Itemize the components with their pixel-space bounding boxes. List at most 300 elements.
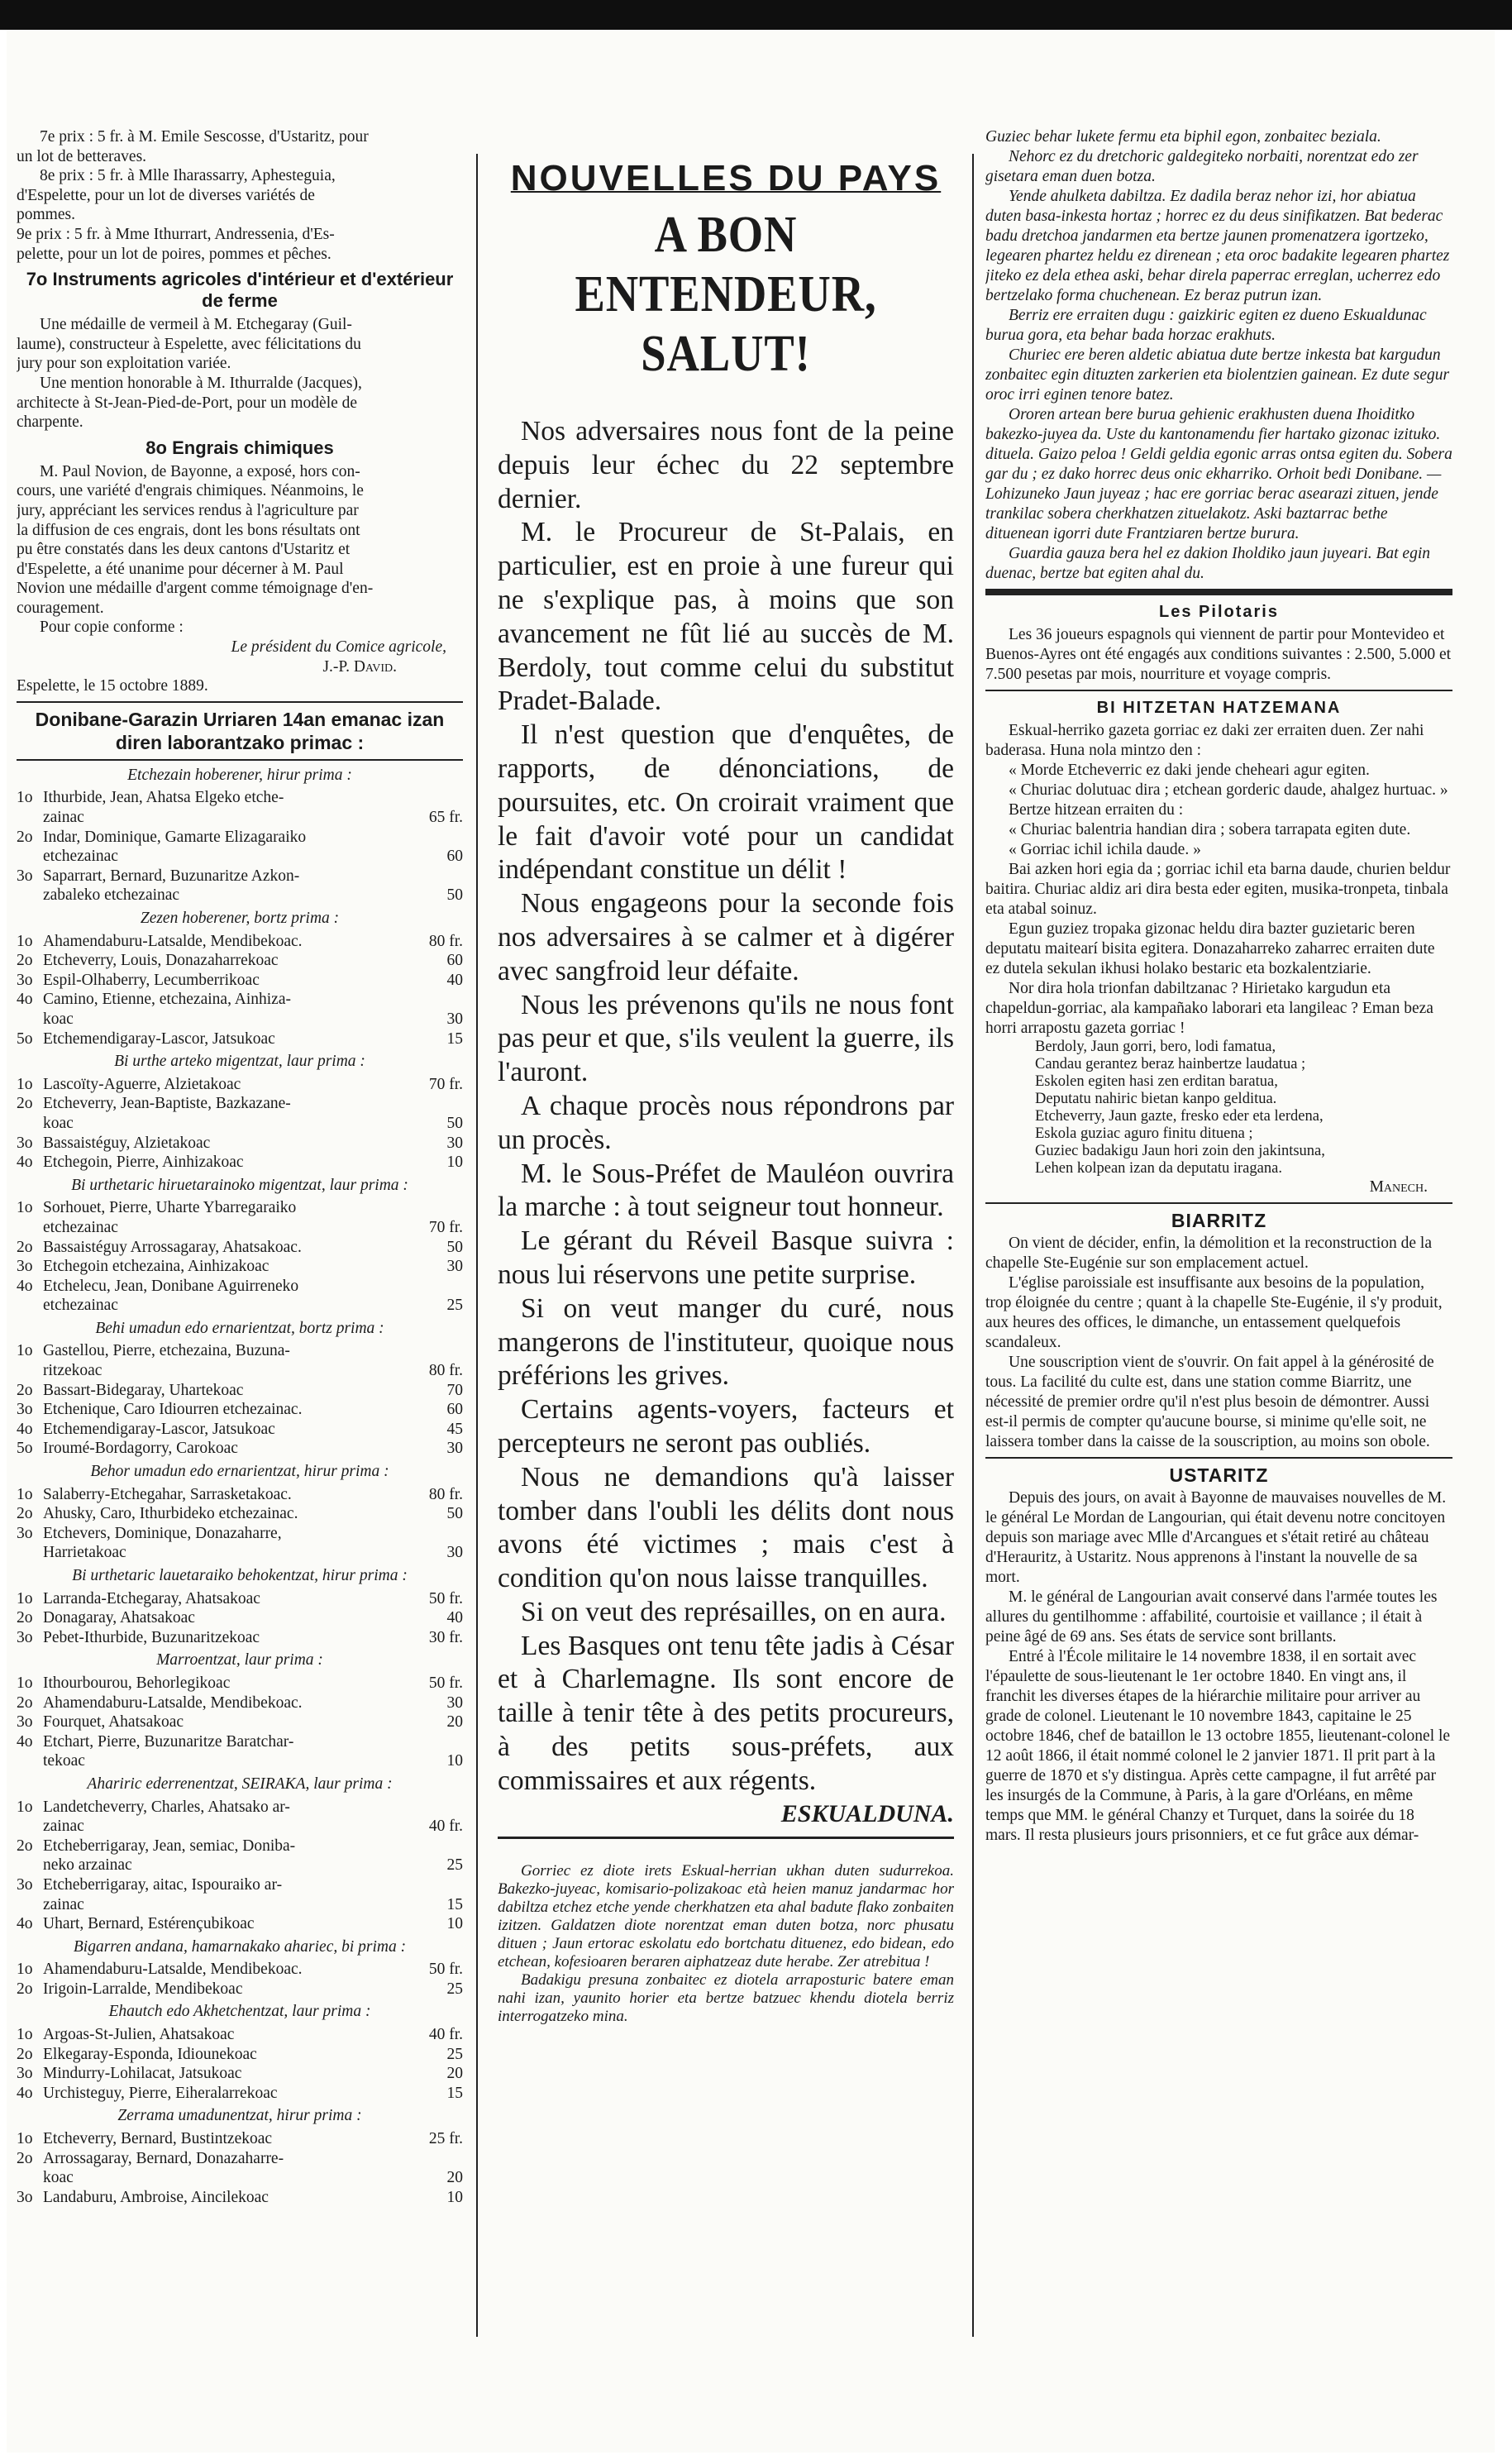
entry-text: Iroumé-Bordagorry, Carokoac xyxy=(43,1440,238,1458)
prize-entry xyxy=(17,1798,463,1818)
prize-entry xyxy=(17,1504,463,1524)
entry-amount: 25 xyxy=(446,2045,463,2063)
entry-text: Camino, Etienne, etchezaina, Ainhiza- xyxy=(43,991,291,1009)
prize-entry xyxy=(17,1134,463,1154)
entry-rank: 5o xyxy=(17,1029,33,1048)
prize-group-title: Behi umadun edo ernarientzat, bortz prima : xyxy=(95,1319,384,1337)
article-paragraph: Si on veut des représailles, on en aura. xyxy=(521,1596,947,1627)
prize-entry xyxy=(17,2045,463,2065)
prize-group-title: Marroentzat, laur prima : xyxy=(156,1651,323,1669)
entry-rank: 1o xyxy=(17,1075,33,1093)
prize-entry xyxy=(17,1914,463,1934)
entry-amount xyxy=(405,1875,463,1895)
article-paragraph: Le gérant du Réveil Basque suivra : nous lui réservons une petite surprise. xyxy=(498,1225,954,1290)
entry-text: Urchisteguy, Pierre, Eiheralarrekoac xyxy=(43,2084,278,2102)
column-rule xyxy=(476,154,478,2337)
entry-text: zainac xyxy=(43,809,84,827)
text-line: architecte à St-Jean-Pied-de-Port, pour un modèle de xyxy=(17,394,358,412)
prize-entry xyxy=(17,788,463,808)
text-line: jury, appréciant les services rendus à l'agriculture par xyxy=(17,501,359,519)
entry-rank: 3o xyxy=(17,1524,33,1542)
entry-text: Etchemendigaray-Lascor, Jatsukoac xyxy=(43,1420,275,1438)
entry-amount: 10 xyxy=(446,1752,463,1770)
verse-line: Eskolen egiten hasi zen erditan baratua, xyxy=(1035,1073,1278,1090)
entry-text: Bassart-Bidegaray, Uhartekoac xyxy=(43,1381,244,1399)
divider xyxy=(17,759,463,761)
entry-text: Uhart, Bernard, Estérençubikoac xyxy=(43,1915,255,1933)
column-rule xyxy=(972,154,974,2337)
text-line: 9e prix : 5 fr. à Mme Ithurrart, Andressenia, d'Es- xyxy=(17,225,335,243)
section8-title: 8o Engrais chimiques xyxy=(145,437,334,458)
entry-amount: 80 fr. xyxy=(428,932,463,950)
entry-text: Saparrart, Bernard, Buzunaritze Azkon- xyxy=(43,867,300,885)
entry-amount: 80 fr. xyxy=(428,1362,463,1380)
biarritz-paragraph: On vient de décider, enfin, la démolition et la reconstruction de la chapelle Ste-Eugénie sur son emplacement actuel. xyxy=(985,1235,1432,1272)
entry-amount xyxy=(405,867,463,886)
ustaritz-paragraph: Depuis des jours, on avait à Bayonne de mauvaises nouvelles de M. le général Le Mordan de Langourian, qui était devenu notre concitoyen depuis son mariage avec Mlle d'Arcangues et s'était retiré au château d'Herauritz, à Ustaritz. Nous apprenons à l'instant la nouvelle de sa mort. xyxy=(985,1489,1447,1586)
entry-text: Etchart, Pierre, Buzunaritze Baratchar- xyxy=(43,1732,294,1751)
entry-amount: 30 fr. xyxy=(428,1628,463,1646)
entry-amount xyxy=(405,1524,463,1544)
basque-paragraph: Guardia gauza bera hel ez dakion Iholdiko jaun juyeari. Bat egin duenac, bertze bat egiten ahal du. xyxy=(985,545,1430,582)
entry-text: Etchelecu, Jean, Donibane Aguirreneko xyxy=(43,1277,299,1295)
hitzetan-paragraph: Nor dira hola trionfan dabiltzanac ? Hirietako kargudun eta chapeldun-gorriac, ala kampañako laborari eta langileac ? Eman beza horri arrapostu gazeta gorriac ! xyxy=(985,980,1433,1037)
text-line: d'Espelette, pour un lot de diverses variétés de xyxy=(17,186,315,204)
entry-text: Fourquet, Ahatsakoac xyxy=(43,1713,184,1732)
article-paragraph: Les Basques ont tenu tête jadis à César et à Charlemagne. Ils sont encore de taille à tenir tête à des petits procureurs, à des petits sous-préfets, aux commissaires et aux régents. xyxy=(498,1630,954,1796)
hitzetan-paragraph: Bai azken hori egia da ; gorriac ichil eta barna daude, churien beldur baitira. Churiac aldiz ari dira besta eder egiten, musika-tronpeta, tinbala eta atabal soinuz. xyxy=(985,861,1451,918)
prize-entry xyxy=(17,1543,463,1563)
article-paragraph: M. le Sous-Préfet de Mauléon ouvrira la marche : à tout seigneur tout honneur. xyxy=(498,1158,954,1223)
hitzetan-paragraph: Egun guziez tropaka gizonac heldu dira bazter guzietaric beren deputatu maitearí bisita egitera. Donazaharreko zaharrec erraiten dute ez dutela sekulan ikhusi holako bestaric eta bozkalentziarie. xyxy=(985,920,1435,977)
prize-entry xyxy=(17,2168,463,2188)
prize-entry xyxy=(17,1198,463,1218)
entry-text: Harrietakoac xyxy=(43,1544,126,1562)
prize-entry xyxy=(17,808,463,828)
prize-entry xyxy=(17,2084,463,2104)
entry-text: Etcheberrigaray, aitac, Ispouraiko ar- xyxy=(43,1875,283,1894)
entry-text: Pebet-Ithurbide, Buzunaritzekoac xyxy=(43,1628,260,1646)
basque-article xyxy=(498,1862,954,2026)
basque-paragraph: Gorriec ez diote irets Eskual-herrian ukhan duten sudurrekoa. Bakezko-juyeac, komisario-polizakoac età heien manuz jandarmac hor dabiltza etchez etche yende cherkhatzen eta ahal badute flako zonbaiten izitzen. Galdatzen diote norentzat eman duten botza, norc phusatu dituen ; Jaun ertorac eskolatu edo bortchatu dituenez, edo bidean, edo etchean, kofesioaren beraren aiphatzeaz dute herabe. Zer atrebitua ! xyxy=(498,1861,954,1970)
hitzetan-title: BI HITZETAN HATZEMANA xyxy=(1096,699,1342,717)
entry-text: ritzekoac xyxy=(43,1362,103,1380)
text-line: jury pour son exploitation variée. xyxy=(17,355,231,373)
entry-rank: 3o xyxy=(17,1875,33,1894)
entry-amount xyxy=(405,828,463,848)
newspaper-page xyxy=(7,30,1495,2453)
entry-text: Irigoin-Larralde, Mendibekoac xyxy=(43,1980,243,1998)
prize-entry xyxy=(17,1381,463,1401)
entry-rank: 4o xyxy=(17,991,33,1009)
entry-rank: 2o xyxy=(17,1609,33,1627)
verse-line: Eskola guziac aguro finitu dituena ; xyxy=(1035,1125,1253,1142)
entry-text: Etcheverry, Jean-Baptiste, Bazkazane- xyxy=(43,1095,291,1113)
entry-text: Elkegaray-Esponda, Idiounekoac xyxy=(43,2045,257,2063)
entry-text: Bassaistéguy Arrossagaray, Ahatsakoac. xyxy=(43,1238,302,1256)
entry-amount: 60 xyxy=(446,848,463,866)
entry-rank: 1o xyxy=(17,1674,33,1692)
entry-text: Larranda-Etchegaray, Ahatsakoac xyxy=(43,1589,260,1607)
hitzetan-paragraph: « Morde Etcheverric ez daki jende cheheari agur egiten. xyxy=(1009,762,1370,779)
article-paragraph: A chaque procès nous répondrons par un procès. xyxy=(498,1090,954,1155)
entry-rank: 4o xyxy=(17,1915,33,1933)
entry-text: Ithourbourou, Behorlegikoac xyxy=(43,1674,231,1692)
text-line: couragement. xyxy=(17,599,104,617)
text-line: charpente. xyxy=(17,413,83,432)
text-line: pelette, pour un lot de poires, pommes et pêches. xyxy=(17,245,331,263)
article-paragraph: Certains agents-voyers, facteurs et percepteurs ne seront pas oubliés. xyxy=(498,1394,954,1459)
entry-amount: 40 fr. xyxy=(428,2026,463,2044)
entry-text: Etcheverry, Louis, Donazaharrekoac xyxy=(43,952,279,970)
section7-body xyxy=(17,315,463,432)
hitzetan-paragraph: « Gorriac ichil ichila daude. » xyxy=(1009,841,1201,858)
article-paragraph: Il n'est question que d'enquêtes, de rapports, de dénonciations, de poursuites, etc. On croirait vraiment que le fait d'avoir voté pour un candidat indépendant constitue un délit ! xyxy=(498,719,954,886)
pilotaris-title: Les Pilotaris xyxy=(1159,603,1279,621)
entry-amount: 40 xyxy=(446,971,463,989)
entry-text: koac xyxy=(43,2169,74,2187)
prize-entry xyxy=(17,1153,463,1173)
prize-entry xyxy=(17,1837,463,1856)
prize-group-title: Behor umadun edo ernarientzat, hirur prima : xyxy=(90,1463,389,1481)
prize-group-title: Ehautch edo Akhetchentzat, laur prima : xyxy=(108,2003,371,2021)
entry-text: Salaberry-Etchegahar, Sarrasketakoac. xyxy=(43,1485,292,1503)
prize-entry xyxy=(17,1257,463,1277)
entry-amount: 20 xyxy=(446,2065,463,2083)
verse-line: Berdoly, Jaun gorri, bero, lodi famatua, xyxy=(1035,1039,1276,1055)
entry-rank: 1o xyxy=(17,1589,33,1607)
entry-rank: 2o xyxy=(17,2045,33,2063)
prize-entry xyxy=(17,1980,463,1999)
prize-entry xyxy=(17,847,463,867)
entry-rank: 4o xyxy=(17,1420,33,1438)
entry-text: neko arzainac xyxy=(43,1856,132,1875)
entry-amount: 50 fr. xyxy=(428,1674,463,1692)
entry-amount: 60 xyxy=(446,952,463,970)
entry-amount xyxy=(405,1341,463,1361)
entry-text: Espil-Olhaberry, Lecumberrikoac xyxy=(43,971,260,989)
entry-rank: 2o xyxy=(17,1980,33,1998)
entry-amount: 65 fr. xyxy=(428,809,463,827)
prize-entry xyxy=(17,1114,463,1134)
scan-top-border xyxy=(0,0,1512,30)
poem-signature: Manech. xyxy=(1369,1178,1428,1196)
prize-group-title: Ahariric ederrenentzat, SEIRAKA, laur prima : xyxy=(87,1775,393,1793)
basque-paragraph: Berriz ere erraiten dugu : gaizkiric egiten ez dueno Eskualdunac burua gora, eta behar bada horzac erakhuts. xyxy=(985,307,1427,344)
section8-body xyxy=(17,462,463,619)
text-line: Une médaille de vermeil à M. Etchegaray (Guil- xyxy=(40,316,352,334)
entry-amount xyxy=(405,1798,463,1818)
biarritz-title: BIARRITZ xyxy=(1171,1210,1267,1231)
entry-rank: 1o xyxy=(17,2026,33,2044)
entry-text: Ithurbide, Jean, Ahatsa Elgeko etche- xyxy=(43,789,284,807)
prize-group-title: Bi urthe arteko migentzat, laur prima : xyxy=(114,1053,365,1071)
basque-continued xyxy=(985,127,1452,584)
ustaritz-title: USTARITZ xyxy=(1169,1464,1269,1486)
entry-rank: 3o xyxy=(17,1628,33,1646)
entry-rank: 1o xyxy=(17,1961,33,1979)
prize-entry xyxy=(17,1524,463,1544)
entry-amount: 60 xyxy=(446,1401,463,1419)
entry-rank: 2o xyxy=(17,2149,33,2167)
prize-entry xyxy=(17,1296,463,1316)
entry-amount: 30 xyxy=(446,1544,463,1562)
hitzetan-paragraph: Eskual-herriko gazeta gorriac ez daki zer erraiten duen. Zer nahi baderasa. Huna nola mintzo den : xyxy=(985,722,1424,759)
entry-text: Etcheverry, Bernard, Bustintzekoac xyxy=(43,2130,273,2148)
article-paragraph: Nous engageons pour la seconde fois nos adversaires à se calmer et à digérer avec sangfroid leur défaite. xyxy=(498,888,954,986)
signature-title: Le président du Comice agricole, xyxy=(231,638,446,657)
basque-paragraph: Ororen artean bere burua gehienic erakhusten duena Ihoiditko bakezko-juyea da. Uste du kantonamendu fier hartako gizonac izituko. dituela. Gaizo peloa ! Geldi geldia egonic arras ontsa egiten du. Sobera gar du ; ez dako horrec deus onic ekharriko. Orhoit bedi Donibane. — Lohizuneko Jaun juyeaz ; hac ere gorriac berac asearazi zituen, jende trankilac sobera cherkhatzen zituelakotz. Aski baztarrac bethe dituenean igorri dute Frantziaren bertze burura. xyxy=(985,406,1452,542)
prize-entry xyxy=(17,2129,463,2149)
divider xyxy=(498,1837,954,1839)
prize-list xyxy=(17,127,463,264)
entry-amount: 20 xyxy=(446,2169,463,2187)
prize-entry xyxy=(17,1875,463,1895)
prize-group-title: Etchezain hoberener, hirur prima : xyxy=(127,766,352,784)
entry-text: etchezainac xyxy=(43,1297,118,1315)
entry-text: Indar, Dominique, Gamarte Elizagaraiko xyxy=(43,828,307,846)
entry-rank: 3o xyxy=(17,2188,33,2206)
entry-amount xyxy=(405,1277,463,1297)
hitzetan-paragraph: « Churiac balentria handian dira ; sobera tarrapata egiten dute. xyxy=(1009,821,1411,838)
entry-text: Etchegoin, Pierre, Ainhizakoac xyxy=(43,1154,244,1172)
article-paragraph: Nous les prévenons qu'ils ne nous font pas peur et que, s'ils veulent la guerre, ils l'auront. xyxy=(498,989,954,1088)
entry-amount: 80 fr. xyxy=(428,1485,463,1503)
entry-text: Etchenique, Caro Idiourren etchezainac. xyxy=(43,1401,303,1419)
article-paragraph: Si on veut manger du curé, nous mangerons de l'instituteur, quoique nous préférions les grives. xyxy=(498,1292,954,1392)
prize-entry xyxy=(17,1608,463,1628)
prize-entry xyxy=(17,1010,463,1029)
headline-banner: A BON ENTENDEUR, SALUT! xyxy=(575,207,877,382)
prize-entry xyxy=(17,1712,463,1732)
pilotaris-text: Les 36 joueurs espagnols qui viennent de partir pour Montevideo et Buenos-Ayres ont été engagés aux conditions suivantes : 2.500, 5.000 et 7.500 pesetas par mois, nourriture et voyage compris. xyxy=(985,626,1452,683)
entry-text: Etchevers, Dominique, Donazaharre, xyxy=(43,1524,282,1542)
entry-text: zabaleko etchezainac xyxy=(43,886,180,905)
biarritz-body xyxy=(985,1234,1452,1452)
text-line: cours, une variété d'engrais chimiques. Néanmoins, le xyxy=(17,482,364,500)
prize-entry xyxy=(17,1420,463,1440)
entry-amount xyxy=(405,1094,463,1114)
pour-copie: Pour copie conforme : xyxy=(40,619,184,637)
divider xyxy=(985,690,1452,691)
entry-amount xyxy=(405,1198,463,1218)
basque-paragraph: Badakigu presuna zonbaitec ez diotela arraposturic batere eman nahi izan, yaunito horier eta bertze batzuec khendu diotela berriz interrogatzeko mina. xyxy=(498,1970,954,2025)
entry-amount: 50 xyxy=(446,1238,463,1256)
prize-entry xyxy=(17,1029,463,1049)
prize-entry xyxy=(17,1341,463,1361)
verse-line: Candau gerantez beraz hainbertze laudatua ; xyxy=(1035,1056,1306,1072)
entry-amount: 30 xyxy=(446,1010,463,1028)
prize-entry xyxy=(17,1817,463,1837)
article-paragraph: Nous ne demandions qu'à laisser tomber dans l'oubli les délits dont nous avons été victimes ; mais c'est à condition qu'on nous laisse tranquilles. xyxy=(498,1461,954,1594)
prize-entry xyxy=(17,1439,463,1459)
ustaritz-paragraph: Entré à l'École militaire le 14 novembre 1838, il en sortait avec l'épaulette de sous-lieutenant le 1er octobre 1840. En vingt ans, il franchit les diverses étapes de la hiérarchie militaire pour arriver au grade de colonel. Lieutenant le 10 novembre 1843, capitaine le 25 octobre 1846, chef de bataillon le 13 octobre 1855, lieutenant-colonel le 12 août 1866, il était nommé colonel le 2 janvier 1871. Il prit part à la guerre de 1870 et s'y distingua. Après cette campagne, il fut arrêté par les insurgés de la Commune, à Paris, à la gare d'Orléans, en même temps que MM. le général Chanzy et Turquet, dans la soirée du 18 mars. Il resta plusieurs jours prisonniers, et ce fut grâce aux démar- xyxy=(985,1648,1451,1844)
entry-rank: 3o xyxy=(17,1401,33,1419)
entry-amount: 10 xyxy=(446,2188,463,2206)
prize-entry xyxy=(17,971,463,991)
ustaritz-paragraph: M. le général de Langourian avait conservé dans l'armée toutes les allures du gentilhomme : affabilité, courtoisie et vaillance ; il était à peine âgé de 69 ans. Ses états de service sont brillants. xyxy=(985,1588,1438,1646)
entry-text: Argoas-St-Julien, Ahatsakoac xyxy=(43,2026,235,2044)
entry-amount: 30 xyxy=(446,1258,463,1276)
entry-rank: 2o xyxy=(17,1381,33,1399)
entry-rank: 1o xyxy=(17,932,33,950)
entry-rank: 3o xyxy=(17,1134,33,1152)
entry-rank: 2o xyxy=(17,1837,33,1855)
entry-amount: 15 xyxy=(446,2084,463,2102)
entry-text: tekoac xyxy=(43,1752,85,1770)
entry-amount: 25 fr. xyxy=(428,2130,463,2148)
entry-rank: 3o xyxy=(17,971,33,989)
entry-amount xyxy=(405,1732,463,1752)
entry-text: zainac xyxy=(43,1818,84,1836)
article-body xyxy=(498,415,954,1798)
divider xyxy=(17,701,463,703)
prize-group-title: Bigarren andana, hamarnakako ahariec, bi prima : xyxy=(73,1937,407,1956)
entry-amount: 50 xyxy=(446,1505,463,1523)
entry-text: Sorhouet, Pierre, Uharte Ybarregaraiko xyxy=(43,1199,297,1217)
prize-entry xyxy=(17,951,463,971)
entry-amount xyxy=(405,2149,463,2169)
entry-rank: 4o xyxy=(17,2084,33,2102)
text-line: M. Paul Novion, de Bayonne, a exposé, hors con- xyxy=(40,462,360,480)
entry-amount: 15 xyxy=(446,1895,463,1913)
entry-amount: 50 fr. xyxy=(428,1961,463,1979)
entry-text: Etchemendigaray-Lascor, Jatsukoac xyxy=(43,1029,275,1048)
entry-rank: 1o xyxy=(17,1798,33,1816)
entry-text: etchezainac xyxy=(43,848,118,866)
prize-entry xyxy=(17,1075,463,1095)
prize-entry xyxy=(17,1238,463,1258)
article-paragraph: M. le Procureur de St-Palais, en particulier, est en proie à une fureur qui ne s'explique pas, à moins que son avancement ne fût lié au succès de M. Berdoly, tout comme celui du substitut Pradet-Balade. xyxy=(498,517,954,717)
entry-text: Landaburu, Ambroise, Aincilekoac xyxy=(43,2188,269,2206)
text-line: pommes. xyxy=(17,206,75,224)
entry-rank: 4o xyxy=(17,1154,33,1172)
dateline: Espelette, le 15 octobre 1889. xyxy=(17,677,208,695)
entry-rank: 5o xyxy=(17,1440,33,1458)
entry-text: Landetcheverry, Charles, Ahatsako ar- xyxy=(43,1798,290,1816)
prize-entry xyxy=(17,1674,463,1693)
hitzetan-paragraph: « Churiac dolutuac dira ; etchean gorderic daude, ahalgez hurtuac. » xyxy=(1009,781,1448,799)
text-line: un lot de betteraves. xyxy=(17,147,147,165)
entry-rank: 2o xyxy=(17,1095,33,1113)
donibane-title: Donibane-Garazin Urriaren 14an emanac izan diren laborantzako primac : xyxy=(35,708,445,753)
entry-text: zainac xyxy=(43,1895,84,1913)
prize-entry xyxy=(17,990,463,1010)
center-column xyxy=(498,122,954,2026)
entry-amount: 70 fr. xyxy=(428,1075,463,1093)
entry-amount: 15 xyxy=(446,1029,463,1048)
entry-rank: 4o xyxy=(17,1732,33,1751)
section7-title: 7o Instruments agricoles d'intérieur et d'extérieur de ferme xyxy=(26,269,454,312)
section-heading: NOUVELLES DU PAYS xyxy=(510,158,942,198)
entry-text: Bassaistéguy, Alzietakoac xyxy=(43,1134,211,1152)
text-line: pu être constatés dans les deux cantons d'Ustaritz et xyxy=(17,541,351,559)
entry-text: Arrossagaray, Bernard, Donazaharre- xyxy=(43,2149,284,2167)
entry-text: Ahamendaburu-Latsalde, Mendibekoac. xyxy=(43,1961,303,1979)
entry-text: Etchegoin etchezaina, Ainhizakoac xyxy=(43,1258,269,1276)
entry-rank: 4o xyxy=(17,1277,33,1295)
entry-rank: 2o xyxy=(17,1505,33,1523)
verse-line: Deputatu nahiric bietan kanpo gelditua. xyxy=(1035,1091,1277,1107)
prize-entry xyxy=(17,1732,463,1752)
prize-entry xyxy=(17,1628,463,1648)
prize-entry xyxy=(17,1960,463,1980)
article-paragraph: Nos adversaires nous font de la peine depuis leur échec du 22 septembre dernier. xyxy=(498,416,954,514)
entry-amount: 50 xyxy=(446,886,463,905)
text-line: laume), constructeur à Espelette, avec félicitations du xyxy=(17,335,361,353)
prize-entry xyxy=(17,828,463,848)
entry-amount: 10 xyxy=(446,1915,463,1933)
entry-amount: 45 xyxy=(446,1420,463,1438)
entry-rank: 2o xyxy=(17,952,33,970)
hitzetan-paragraph: Bertze hitzean erraiten du : xyxy=(1009,801,1184,819)
prize-entry xyxy=(17,2025,463,2045)
text-line: Novion une médaille d'argent comme témoignage d'en- xyxy=(17,580,374,598)
entry-text: Etcheberrigaray, Jean, semiac, Doniba- xyxy=(43,1837,296,1855)
entry-amount: 10 xyxy=(446,1154,463,1172)
entry-rank: 3o xyxy=(17,1258,33,1276)
entry-rank: 1o xyxy=(17,1199,33,1217)
basque-paragraph: Guziec behar lukete fermu eta biphil egon, zonbaitec beziala. xyxy=(985,128,1381,146)
poem xyxy=(985,1039,1452,1177)
entry-rank: 1o xyxy=(17,2130,33,2148)
prize-entry xyxy=(17,1895,463,1915)
entry-rank: 3o xyxy=(17,867,33,885)
basque-paragraph: Churiec ere beren aldetic abiatua dute bertze inkesta bat kargudun zonbaitec egin dituzten zarkerien eta biolentzien gainean. Ez dute segur oroc irri eginen tenore batez. xyxy=(985,346,1450,404)
prize-entry xyxy=(17,1218,463,1238)
prize-entry xyxy=(17,1589,463,1609)
entry-amount: 70 xyxy=(446,1381,463,1399)
entry-rank: 3o xyxy=(17,2065,33,2083)
entry-amount: 40 xyxy=(446,1609,463,1627)
verse-line: Lehen kolpean izan da deputatu iragana. xyxy=(1035,1160,1282,1177)
entry-text: Ahusky, Caro, Ithurbideko etchezainac. xyxy=(43,1505,298,1523)
entry-amount: 30 xyxy=(446,1440,463,1458)
prize-entry xyxy=(17,2064,463,2084)
prize-entry xyxy=(17,867,463,886)
text-line: Une mention honorable à M. Ithurralde (Jacques), xyxy=(40,374,362,392)
prize-entry xyxy=(17,1361,463,1381)
entry-rank: 1o xyxy=(17,1485,33,1503)
entry-rank: 1o xyxy=(17,1342,33,1360)
prize-entry xyxy=(17,932,463,952)
entry-text: Ahamendaburu-Latsalde, Mendibekoac. xyxy=(43,932,303,950)
entry-text: Mindurry-Lohilacat, Jatsukoac xyxy=(43,2065,242,2083)
biarritz-paragraph: L'église paroissiale est insuffisante aux besoins de la population, trop éloignée du centre ; quant à la chapelle Ste-Eugénie, il s'y produit, aux heures des offices, le dimanche, un entassement quelquefois scandaleux. xyxy=(985,1274,1443,1351)
prize-entry xyxy=(17,1485,463,1505)
entry-text: etchezainac xyxy=(43,1218,118,1236)
prize-entry xyxy=(17,1400,463,1420)
biarritz-paragraph: Une souscription vient de s'ouvrir. On fait appel à la générosité de tous. La facilité du culte est, dans une station comme Biarritz, une nécessité de premier ordre qu'il n'est plus besoin de démontrer. Aussi est-il permis de compter qu'aucune bourse, si minime qu'elle soit, ne laissera tomber dans la caisse de la souscription, au moins son obole. xyxy=(985,1354,1434,1450)
hitzetan-body xyxy=(985,721,1452,1039)
entry-amount: 20 xyxy=(446,1713,463,1732)
entry-amount: 50 fr. xyxy=(428,1589,463,1607)
prize-group-title: Zezen hoberener, bortz prima : xyxy=(140,910,340,927)
prize-entry xyxy=(17,1094,463,1114)
text-line: d'Espelette, a été unanime pour décerner à M. Paul xyxy=(17,560,344,578)
prize-group-title: Bi urthetaric lauetaraiko behokentzat, hirur prima : xyxy=(72,1567,408,1584)
entry-text: Donagaray, Ahatsakoac xyxy=(43,1609,195,1627)
entry-amount: 40 fr. xyxy=(428,1818,463,1836)
prize-entry xyxy=(17,2188,463,2208)
prize-groups xyxy=(17,766,463,2208)
entry-amount: 25 xyxy=(446,1856,463,1875)
entry-rank: 1o xyxy=(17,789,33,807)
text-line: 7e prix : 5 fr. à M. Emile Sescosse, d'Ustaritz, pour xyxy=(40,128,369,146)
signature-name: J.-P. David. xyxy=(322,657,397,676)
entry-amount xyxy=(405,990,463,1010)
ustaritz-body xyxy=(985,1488,1452,1846)
